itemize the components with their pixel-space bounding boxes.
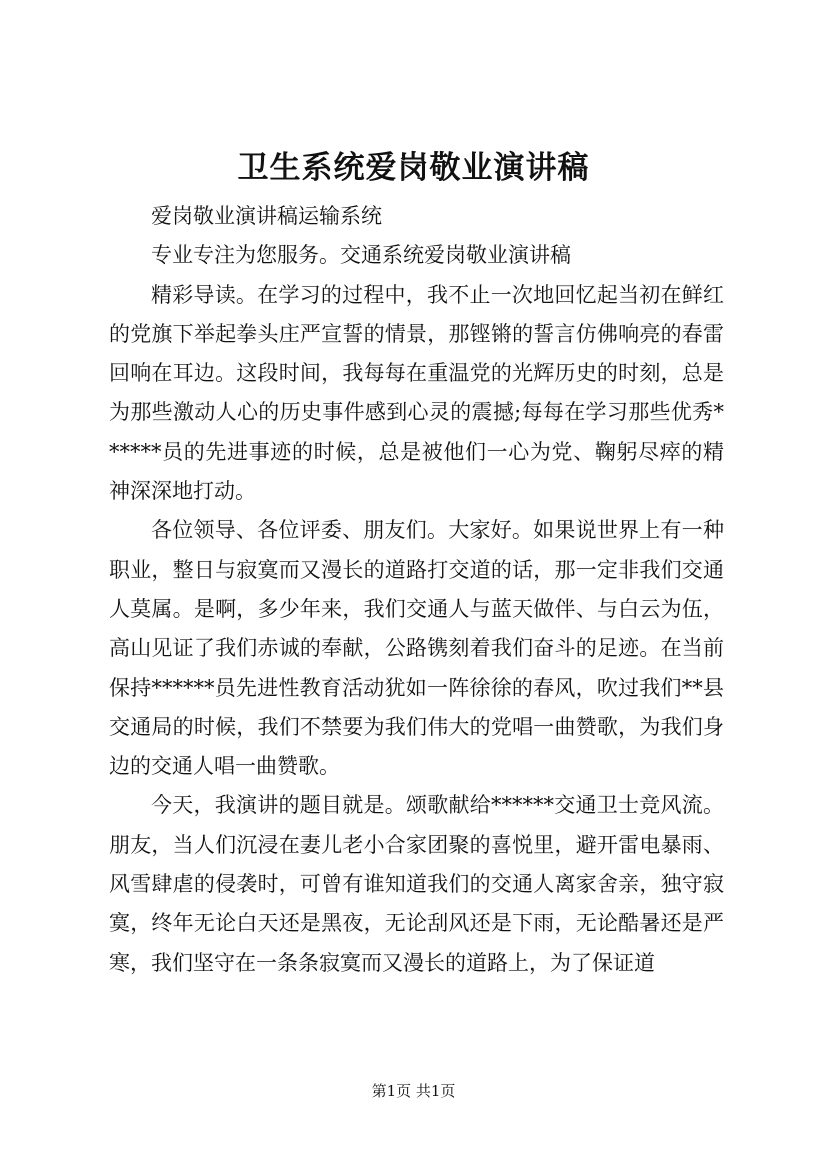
paragraph: 精彩导读。在学习的过程中，我不止一次地回忆起当初在鲜红的党旗下举起拳头庄严宣誓的情景，那铿锵的誓言仿佛响亮的春雷回响在耳边。这段时间，我每每在重温党的光辉历史的时刻，总是为那些激动人心的历史事件感到心灵的震撼;每每在学习那些优秀******员的先进事迹的时候，总是被他们一心为党、鞠躬尽瘁的精神深深地打动。 [109, 282, 724, 504]
paragraph: 各位领导、各位评委、朋友们。大家好。如果说世界上有一种职业，整日与寂寞而又漫长的道路打交道的话，那一定非我们交通人莫属。是啊，多少年来，我们交通人与蓝天做伴、与白云为伍，高山见证了我们赤诚的奉献，公路镌刻着我们奋斗的足迹。在当前保持******员先进性教育活动犹如一阵徐徐的春风，吹过我们**县交通局的时候，我们不禁要为我们伟大的党唱一曲赞歌，为我们身边的交通人唱一曲赞歌。 [109, 518, 724, 779]
paragraph: 爱岗敬业演讲稿运输系统 [151, 204, 382, 228]
paragraph: 专业专注为您服务。交通系统爱岗敬业演讲稿 [151, 243, 571, 268]
document-title: 卫生系统爱岗敬业演讲稿 [237, 150, 590, 186]
paragraph: 今天，我演讲的题目就是。颂歌献给******交通卫士竞风流。朋友，当人们沉浸在妻儿老小合家团聚的喜悦里，避开雷电暴雨、风雪肆虐的侵袭时，可曾有谁知道我们的交通人离家舍亲，独守寂寞，终年无论白天还是黑夜，无论刮风还是下雨，无论酷暑还是严寒，我们坚守在一条条寂寞而又漫长的道路上，为了保证道 [109, 793, 724, 975]
page-number-footer: 第1页 共1页 [371, 1082, 456, 1100]
document-body [109, 197, 724, 983]
